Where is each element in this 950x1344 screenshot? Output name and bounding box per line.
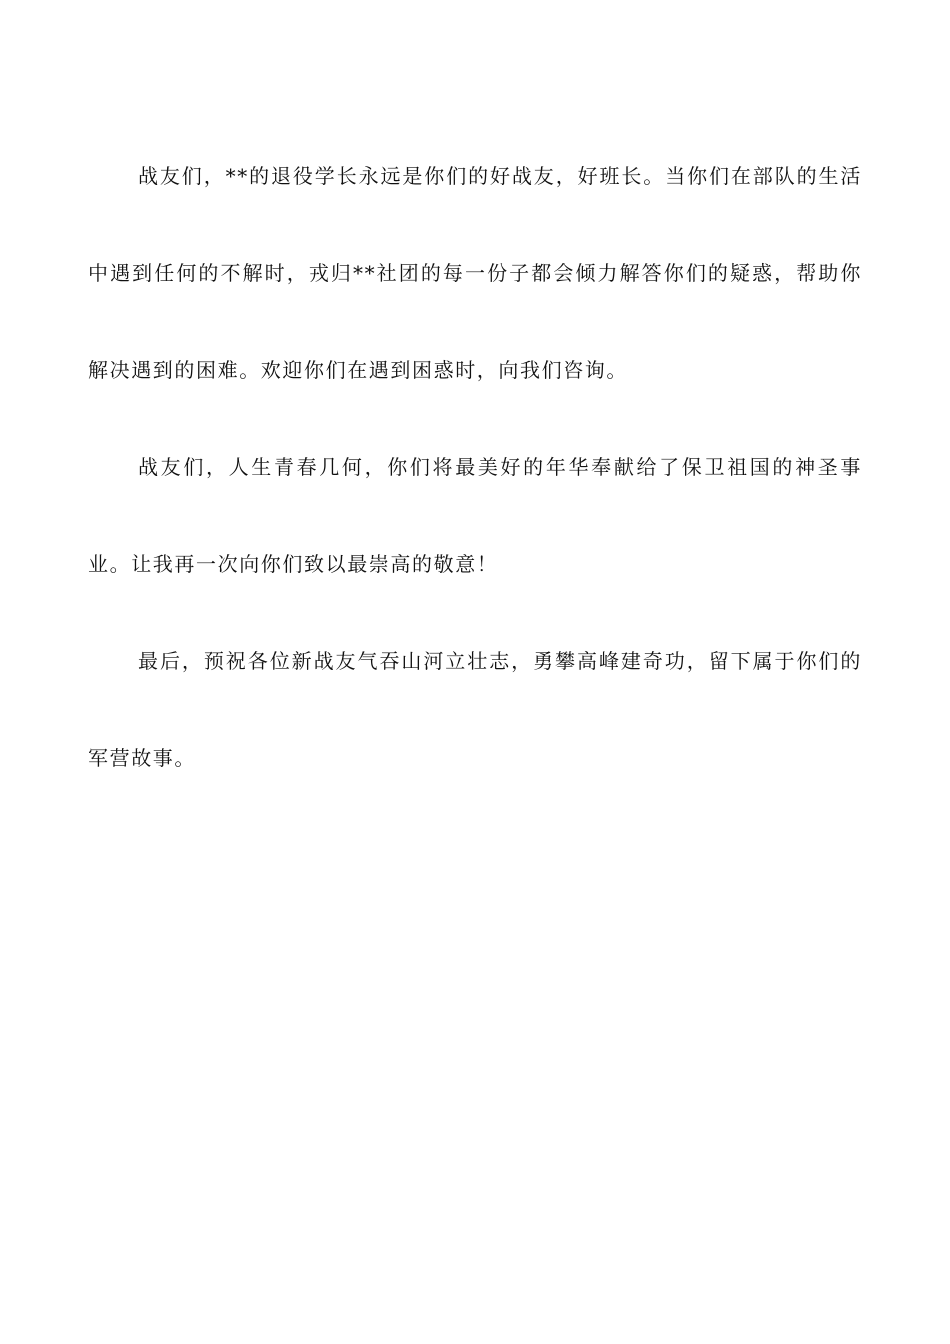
paragraph-tribute: 战友们，人生青春几何，你们将最美好的年华奉献给了保卫祖国的神圣事业。让我再一次向你们致以最崇高的敬意！ — [88, 455, 862, 576]
document-body — [88, 128, 862, 807]
paragraph-closing-wishes: 最后，预祝各位新战友气吞山河立壮志，勇攀高峰建奇功，留下属于你们的军营故事。 — [88, 649, 862, 770]
paragraph-support: 战友们，**的退役学长永远是你们的好战友，好班长。当你们在部队的生活中遇到任何的不解时，戎归**社团的每一份子都会倾力解答你们的疑惑，帮助你解决遇到的困难。欢迎你们在遇到困惑时，向我们咨询。 — [88, 164, 862, 382]
